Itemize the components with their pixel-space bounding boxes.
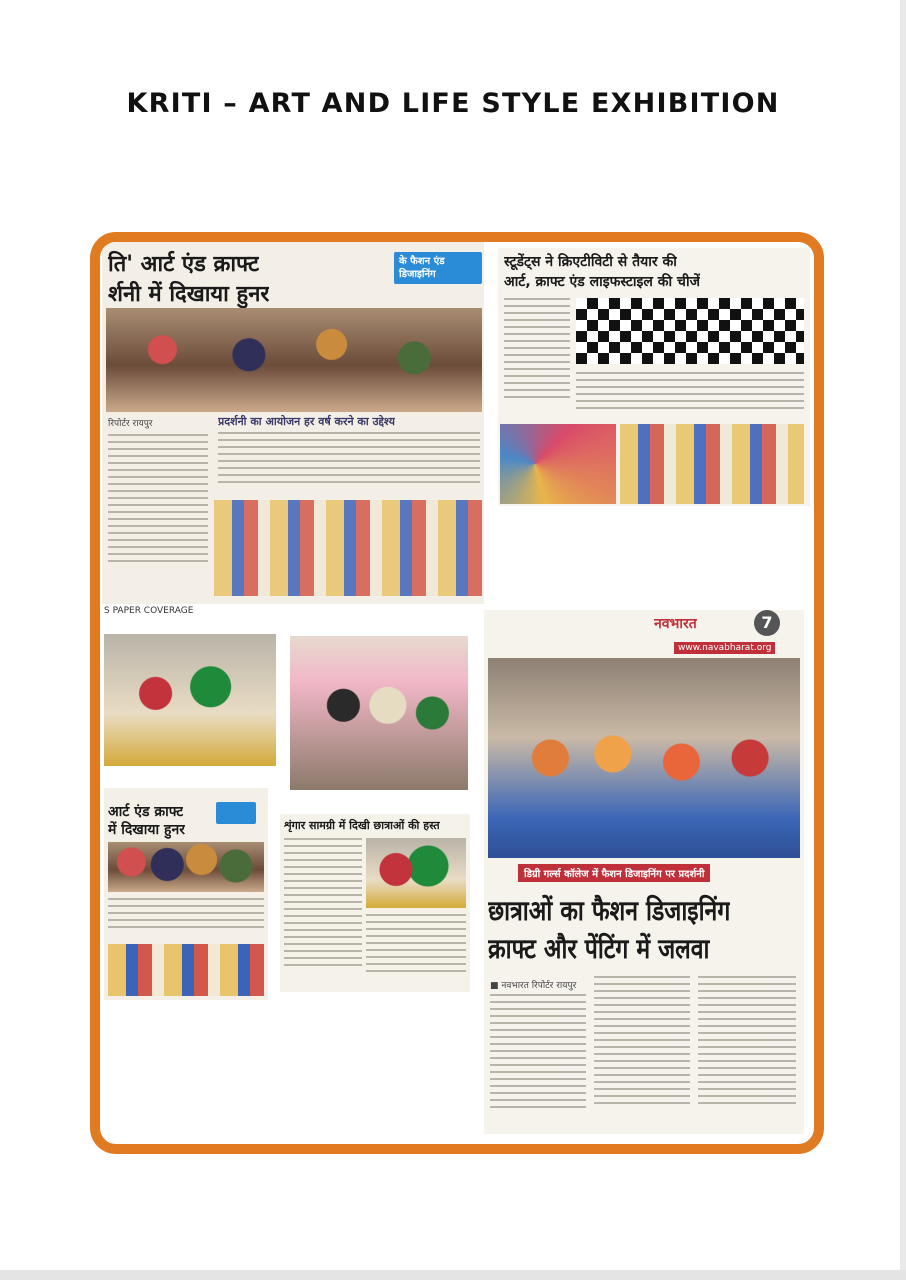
article-text <box>108 434 208 584</box>
photo-student-portrait <box>366 838 466 908</box>
clipping-art-craft-exhibition <box>102 242 484 604</box>
photo-craft-items <box>500 424 616 504</box>
clipping-footer: S PAPER COVERAGE <box>104 606 194 616</box>
article-text <box>108 898 264 938</box>
clipping-headline: में दिखाया हुनर <box>108 822 185 838</box>
clipping-fashion-designing <box>484 610 804 1134</box>
clipping-headline: स्टूडेंट्स ने क्रिएटीविटी से तैयार की <box>504 254 677 270</box>
photo-visitors-at-table <box>620 424 804 504</box>
article-text <box>576 372 804 416</box>
photo-exhibition <box>108 842 264 892</box>
photo-students-exhibition <box>488 658 800 858</box>
newspaper-collage-frame <box>90 232 824 1154</box>
website-label: www.navabharat.org <box>674 642 775 654</box>
clipping-headline: आर्ट, क्राफ्ट एंड लाइफस्टाइल की चीजें <box>504 274 700 290</box>
photo-students-with-crafts <box>214 500 482 596</box>
clipping-badge: के फैशन एंड डिजाइनिंग <box>394 252 482 284</box>
clipping-cosmetic-items <box>280 814 470 992</box>
article-text <box>366 914 466 988</box>
photo-exhibition-display <box>576 298 804 364</box>
masthead: नवभारत <box>654 616 697 632</box>
clipping-headline: क्राफ्ट और पेंटिंग में जलवा <box>488 934 710 966</box>
article-text <box>284 838 362 988</box>
clipping-byline: रिपोर्टर रायपुर <box>108 419 153 429</box>
photo-visitors <box>108 944 264 996</box>
article-text <box>218 432 480 492</box>
page-title: KRITI – ART AND LIFE STYLE EXHIBITION <box>126 88 780 119</box>
article-text <box>504 298 570 418</box>
clipping-headline: शृंगार सामग्री में दिखी छात्राओं की हस्त <box>284 819 440 832</box>
clipping-badge <box>216 802 256 824</box>
photo-students-at-stall <box>106 308 482 412</box>
page-number: 7 <box>754 610 780 636</box>
clipping-subheading: प्रदर्शनी का आयोजन हर वर्ष करने का उद्देश्य <box>218 415 395 428</box>
clipping-headline: छात्राओं का फैशन डिजाइनिंग <box>488 896 731 928</box>
clipping-headline: ति' आर्ट एंड क्राफ्ट <box>108 252 260 277</box>
article-text <box>698 976 796 1128</box>
clipping-students-creativity <box>498 248 810 506</box>
article-text <box>594 976 690 1128</box>
clipping-byline: ■ नवभारत रिपोर्टर रायपुर <box>490 981 577 991</box>
clipping-headline: र्शनी में दिखाया हुनर <box>108 282 270 307</box>
page-edge <box>900 0 906 1280</box>
clipping-headline: आर्ट एंड क्राफ्ट <box>108 804 184 820</box>
photo-guests-inauguration <box>290 636 468 790</box>
page-edge-bottom <box>0 1270 906 1280</box>
article-text <box>490 994 586 1128</box>
clipping-art-craft-small <box>104 788 268 1000</box>
photo-stall-women <box>104 634 276 766</box>
news-banner: डिग्री गर्ल्स कॉलेज में फैशन डिजाइनिंग पर प्रदर्शनी <box>518 864 710 882</box>
